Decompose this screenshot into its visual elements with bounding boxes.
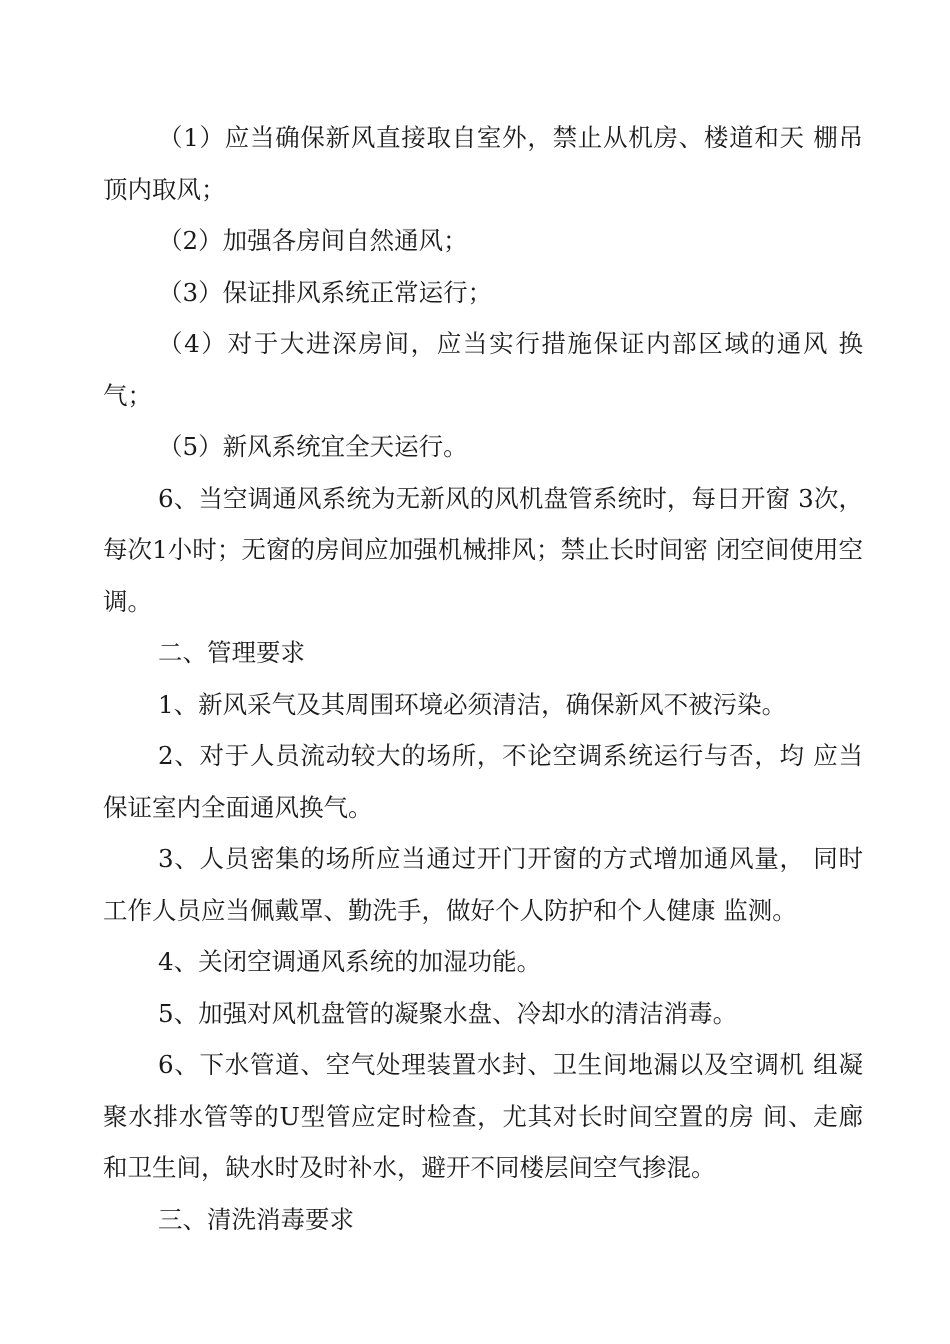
- paragraph-crowd-ventilation: 2、对于人员流动较大的场所，不论空调系统运行与否，均 应当保证室内全面通风换气。: [103, 741, 863, 822]
- paragraph-exhaust-system: （3）保证排风系统正常运行；: [158, 277, 493, 307]
- paragraph-fresh-air-all-day: （5）新风系统宜全天运行。: [158, 432, 468, 461]
- paragraph-fan-coil-windows: 6、当空调通风系统为无新风的风机盘管系统时，每日开窗 3次，每次1小时；无窗的房间应加强机械排风；禁止长时间密 闭空间使用空调。: [103, 483, 863, 616]
- document-body: [103, 112, 863, 1245]
- paragraph-fresh-air-intake: （1）应当确保新风直接取自室外，禁止从机房、楼道和天 棚吊顶内取风；: [103, 123, 863, 204]
- paragraph-dense-places: 3、人员密集的场所应当通过开门开窗的方式增加通风量， 同时工作人员应当佩戴罩、勤洗手，做好个人防护和个人健康 监测。: [103, 844, 863, 925]
- paragraph-u-trap-check: 6、下水管道、空气处理装置水封、卫生间地漏以及空调机 组凝聚水排水管等的U型管应定时检查，尤其对长时间空置的房 间、走廊和卫生间，缺水时及时补水，避开不同楼层间空气掺混。: [103, 1050, 863, 1182]
- paragraph-humidifier-off: 4、关闭空调通风系统的加湿功能。: [158, 947, 542, 976]
- section-heading-management: 二、管理要求: [158, 638, 305, 667]
- section-heading-cleaning: 三、清洗消毒要求: [158, 1204, 354, 1234]
- paragraph-natural-ventilation: （2）加强各房间自然通风；: [158, 226, 468, 255]
- paragraph-intake-clean: 1、新风采气及其周围环境必须清洁，确保新风不被污染。: [158, 689, 787, 719]
- paragraph-deep-rooms: （4）对于大进深房间，应当实行措施保证内部区域的通风 换气；: [103, 329, 863, 410]
- paragraph-fan-coil-disinfect: 5、加强对风机盘管的凝聚水盘、冷却水的清洁消毒。: [158, 998, 738, 1028]
